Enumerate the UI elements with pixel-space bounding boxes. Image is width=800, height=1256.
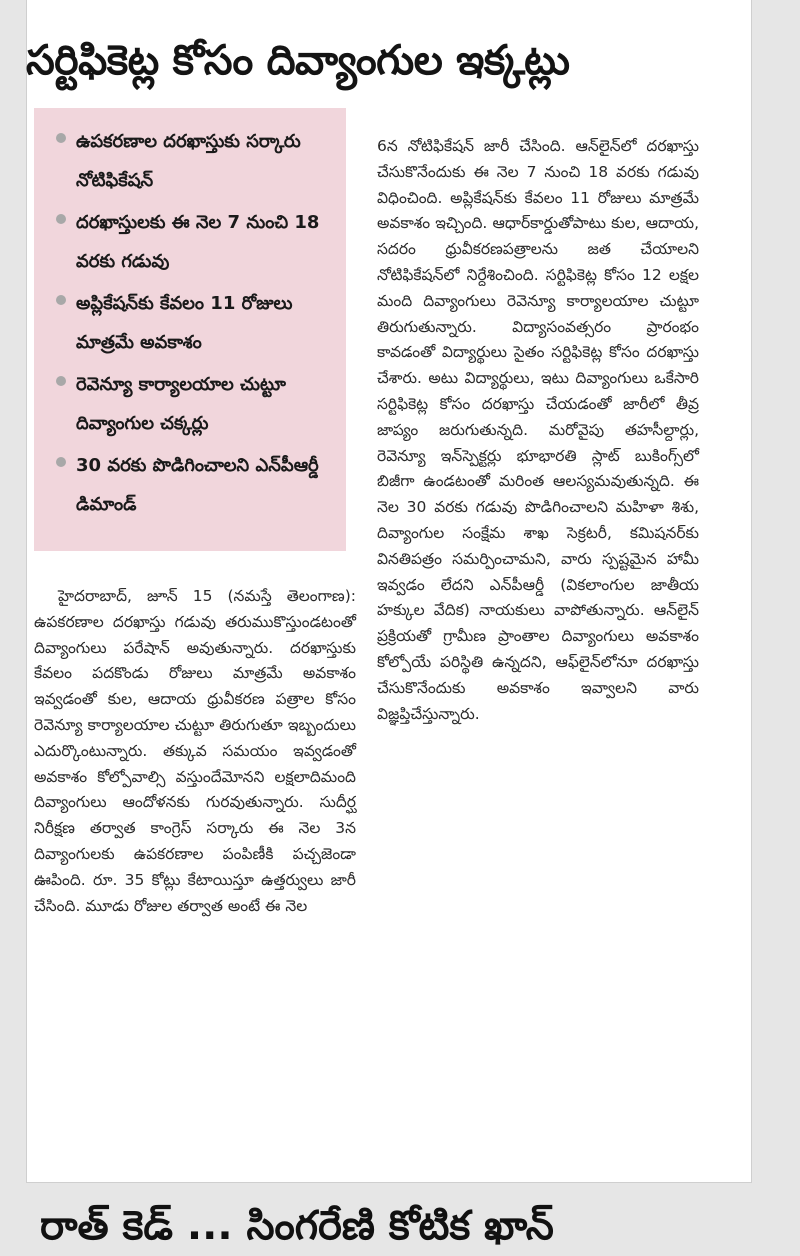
highlight-item: అప్లికేషన్‌కు కేవలం 11 రోజులు మాత్రమే అవకాశం [48, 284, 332, 362]
bullet-icon [56, 214, 66, 224]
bullet-icon [56, 457, 66, 467]
highlight-item: ఉపకరణాల దరఖాస్తుకు సర్కారు నోటిఫికేషన్ [48, 122, 332, 200]
next-article-headline-fragment: రాత్ కెడ్ ... సింగరేణి కోటిక ఖాన్ [40, 1203, 554, 1249]
highlight-item: దరఖాస్తులకు ఈ నెల 7 నుంచి 18 వరకు గడువు [48, 203, 332, 281]
highlight-item: 30 వరకు పొడిగించాలని ఎన్‌పీఆర్డీ డిమాండ్ [48, 446, 332, 524]
bullet-icon [56, 376, 66, 386]
article-body-right-column: 6న నోటిఫికేషన్ జారీ చేసింది. ఆన్‌లైన్‌లో దరఖాస్తు చేసుకొనేందుకు ఈ నెల 7 నుంచి 18 వరకు గడువు విధించింది. అప్లికేషన్‌కు కేవలం 11 రోజులు మాత్రమే అవకాశం ఇచ్చింది. ఆధార్‌కార్డుతోపాటు కుల, ఆదాయ, సదరం ధ్రువీకరణపత్రాలను జత చేయాలని నోటిఫికేషన్‌లో నిర్దేశించింది. సర్టిఫికెట్ల కోసం 12 లక్షల మంది దివ్యాంగులు రెవెన్యూ కార్యాలయాల చుట్టూ తిరుగుతున్నారు. విద్యాసంవత్సరం ప్రారంభం కావడంతో విద్యార్థులు సైతం సర్టిఫికెట్ల కోసం దరఖాస్తు చేశారు. అటు విద్యార్థులు, ఇటు దివ్యాంగులు ఒకేసారి సర్టిఫికెట్ల కోసం దరఖాస్తు చేయడంతో జారీలో తీవ్ర జాప్యం జరుగుతున్నది. మరోవైపు తహసీల్దార్లు, రెవెన్యూ ఇన్‌స్పెక్టర్లు భూభారతి స్లాట్ బుకింగ్స్‌లో బిజీగా ఉండటంతో మరింత ఆలస్యమవుతున్నది. ఈ నెల 30 వరకు గడువు పొడిగించాలని మహిళా శిశు, దివ్యాంగుల సంక్షేమ శాఖ సెక్రటరీ, కమిషనర్‌కు వినతిపత్రం సమర్పించామని, వారు స్పష్టమైన హామీ ఇవ్వడం లేదని ఎన్‌పీఆర్డీ (వికలాంగుల జాతీయ హక్కుల వేదిక) నాయకులు వాపోతున్నారు. ఆన్‌లైన్ ప్రక్రియతో గ్రామీణ ప్రాంతాల దివ్యాంగులు అవకాశం కోల్పోయే పరిస్థితి ఉన్నదని, ఆఫ్‌లైన్‌లోనూ దరఖాస్తు చేసుకొనేందుకు అవకాశం ఇవ్వాలని వారు విజ్ఞప్తిచేస్తున్నారు. [377, 137, 699, 723]
article-headline: సర్టిఫికెట్ల కోసం దివ్యాంగుల ఇక్కట్లు [26, 36, 570, 84]
bullet-icon [56, 133, 66, 143]
article-body-left-column: హైదరాబాద్, జూన్ 15 (నమస్తే తెలంగాణ): ఉపకరణాల దరఖాస్తు గడువు తరుముకొస్తుండటంతో దివ్యాంగులు పరేషాన్ అవుతున్నారు. దరఖాస్తుకు కేవలం పదకొండు రోజులు మాత్రమే అవకాశం ఇవ్వడంతో కుల, ఆదాయ ధ్రువీకరణ పత్రాల కోసం రెవెన్యూ కార్యాలయాల చుట్టూ తిరుగుతూ ఇబ్బందులు ఎదుర్కొంటున్నారు. తక్కువ సమయం ఇవ్వడంతో అవకాశం కోల్పోవాల్సి వస్తుందేమోనని లక్షలాదిమంది దివ్యాంగులు ఆందోళనకు గురవుతున్నారు. సుదీర్ఘ నిరీక్షణ తర్వాత కాంగ్రెస్ సర్కారు ఈ నెల 3న దివ్యాంగులకు ఉపకరణాల పంపిణీకి పచ్చజెండా ఊపింది. రూ. 35 కోట్లు కేటాయిస్తూ ఉత్తర్వులు జారీ చేసింది. మూడు రోజుల తర్వాత అంటే ఈ నెల [34, 587, 356, 915]
highlight-item: రెవెన్యూ కార్యాలయాల చుట్టూ దివ్యాంగుల చక్కర్లు [48, 365, 332, 443]
highlights-box [34, 108, 346, 551]
bullet-icon [56, 295, 66, 305]
